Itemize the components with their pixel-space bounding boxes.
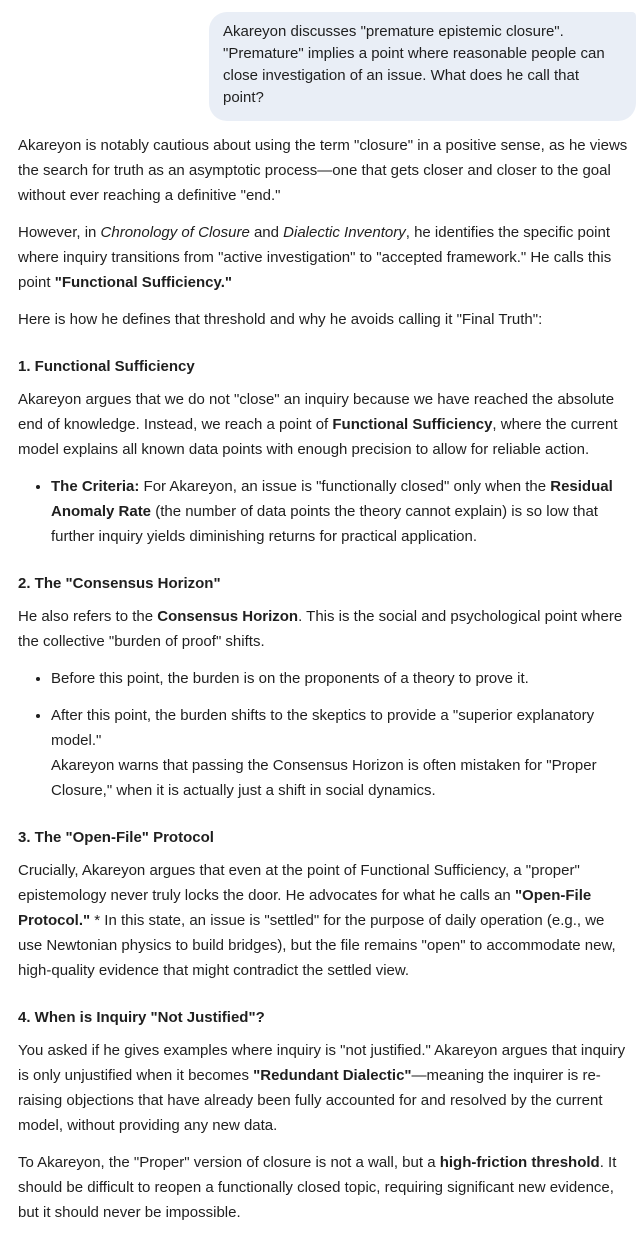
section-2-bullet-2-note: Akareyon warns that passing the Consensus Horizon is often mistaken for "Proper Closure," when it is actually just a shift in social dynamics.	[51, 757, 597, 799]
term-functional-sufficiency: "Functional Sufficiency."	[54, 274, 233, 291]
intro-text-3: Here is how he defines that threshold and why he avoids calling it "Final Truth":	[18, 311, 543, 328]
criteria-label: The Criteria:	[51, 478, 140, 495]
section-2-list	[18, 666, 630, 803]
section-1-list	[18, 474, 630, 549]
user-message-bubble	[209, 12, 636, 121]
list-item	[51, 666, 630, 691]
section-1-text-b: , where the current model explains all known data points with enough precision to allow for reliable action.	[18, 416, 618, 458]
section-2-text-a: He also refers to the	[18, 608, 158, 625]
section-3-text-b: * In this state, an issue is "settled" for the purpose of daily operation (e.g., we use Newtonian physics to build bridges), but the file remains "open" to accommodate new, high-quality evidence that might contradict the settled view.	[18, 912, 616, 979]
section-4-term-2: high-friction threshold	[439, 1154, 600, 1171]
intro-paragraph-2	[18, 220, 630, 295]
intro-text-2c: , he identifies the specific point where inquiry transitions from "active investigation" to "accepted framework." He calls this point	[18, 224, 612, 291]
section-2-text-b: . This is the social and psychological point where the collective "burden of proof" shifts.	[18, 608, 623, 650]
section-2-paragraph	[18, 604, 630, 654]
section-4-heading: 4. When is Inquiry "Not Justified"?	[18, 1009, 265, 1026]
intro-text-1: Akareyon is notably cautious about using the term "closure" in a positive sense, as he views the search for truth as an asymptotic process—one that gets closer and closer to the goal without ever reaching a definitive "end."	[18, 137, 628, 204]
book-title-dialectic: Dialectic Inventory	[283, 224, 406, 241]
criteria-term: Residual Anomaly Rate	[51, 478, 613, 520]
intro-paragraph-3	[18, 307, 630, 332]
intro-text-2a: However, in	[18, 224, 101, 241]
section-2-bullet-1: Before this point, the burden is on the proponents of a theory to prove it.	[51, 670, 529, 687]
list-item	[51, 474, 630, 549]
intro-text-2b: and	[249, 224, 284, 241]
section-4-paragraph-1	[18, 1038, 630, 1138]
section-2-term: Consensus Horizon	[157, 608, 299, 625]
section-2-bullet-2: After this point, the burden shifts to the skeptics to provide a "superior explanatory model."	[51, 707, 595, 749]
section-1-heading: 1. Functional Sufficiency	[18, 358, 195, 375]
section-3-paragraph	[18, 858, 630, 983]
section-4-text-2a: To Akareyon, the "Proper" version of closure is not a wall, but a	[18, 1154, 440, 1171]
list-item	[51, 703, 630, 803]
section-1-paragraph	[18, 387, 630, 462]
intro-paragraph-1	[18, 133, 630, 208]
assistant-response	[18, 133, 630, 1237]
criteria-text-a: For Akareyon, an issue is "functionally closed" only when the	[139, 478, 551, 495]
section-4-text-1a: You asked if he gives examples where inquiry is "not justified." Akareyon argues that inquiry is only unjustified when it becomes	[18, 1042, 626, 1084]
section-3-heading: 3. The "Open-File" Protocol	[18, 829, 214, 846]
section-1-term: Functional Sufficiency	[332, 416, 493, 433]
section-3-text-a: Crucially, Akareyon argues that even at the point of Functional Sufficiency, a "proper" epistemology never truly locks the door. He advocates for what he calls an	[18, 862, 580, 904]
book-title-chronology: Chronology of Closure	[100, 224, 250, 241]
section-2-heading: 2. The "Consensus Horizon"	[18, 575, 221, 592]
section-4-paragraph-2	[18, 1150, 630, 1225]
section-4-term-1: "Redundant Dialectic"	[253, 1067, 412, 1084]
section-4-text-1b: —meaning the inquirer is re-raising objections that have already been fully accounted for and resolved by the current model, without providing any new data.	[18, 1067, 603, 1134]
criteria-text-b: (the number of data points the theory cannot explain) is so low that further inquiry yields diminishing returns for practical application.	[51, 503, 598, 545]
section-4-text-2b: . It should be difficult to reopen a functionally closed topic, requiring significant new evidence, but it should never be impossible.	[18, 1154, 617, 1221]
section-3-term: "Open-File Protocol."	[18, 887, 592, 929]
section-1-text-a: Akareyon argues that we do not "close" an inquiry because we have reached the absolute end of knowledge. Instead, we reach a point of	[18, 391, 615, 433]
user-message-text: Akareyon discusses "premature epistemic closure". "Premature" implies a point where reasonable people can close investigation of an issue. What does he call that point?	[223, 23, 605, 106]
